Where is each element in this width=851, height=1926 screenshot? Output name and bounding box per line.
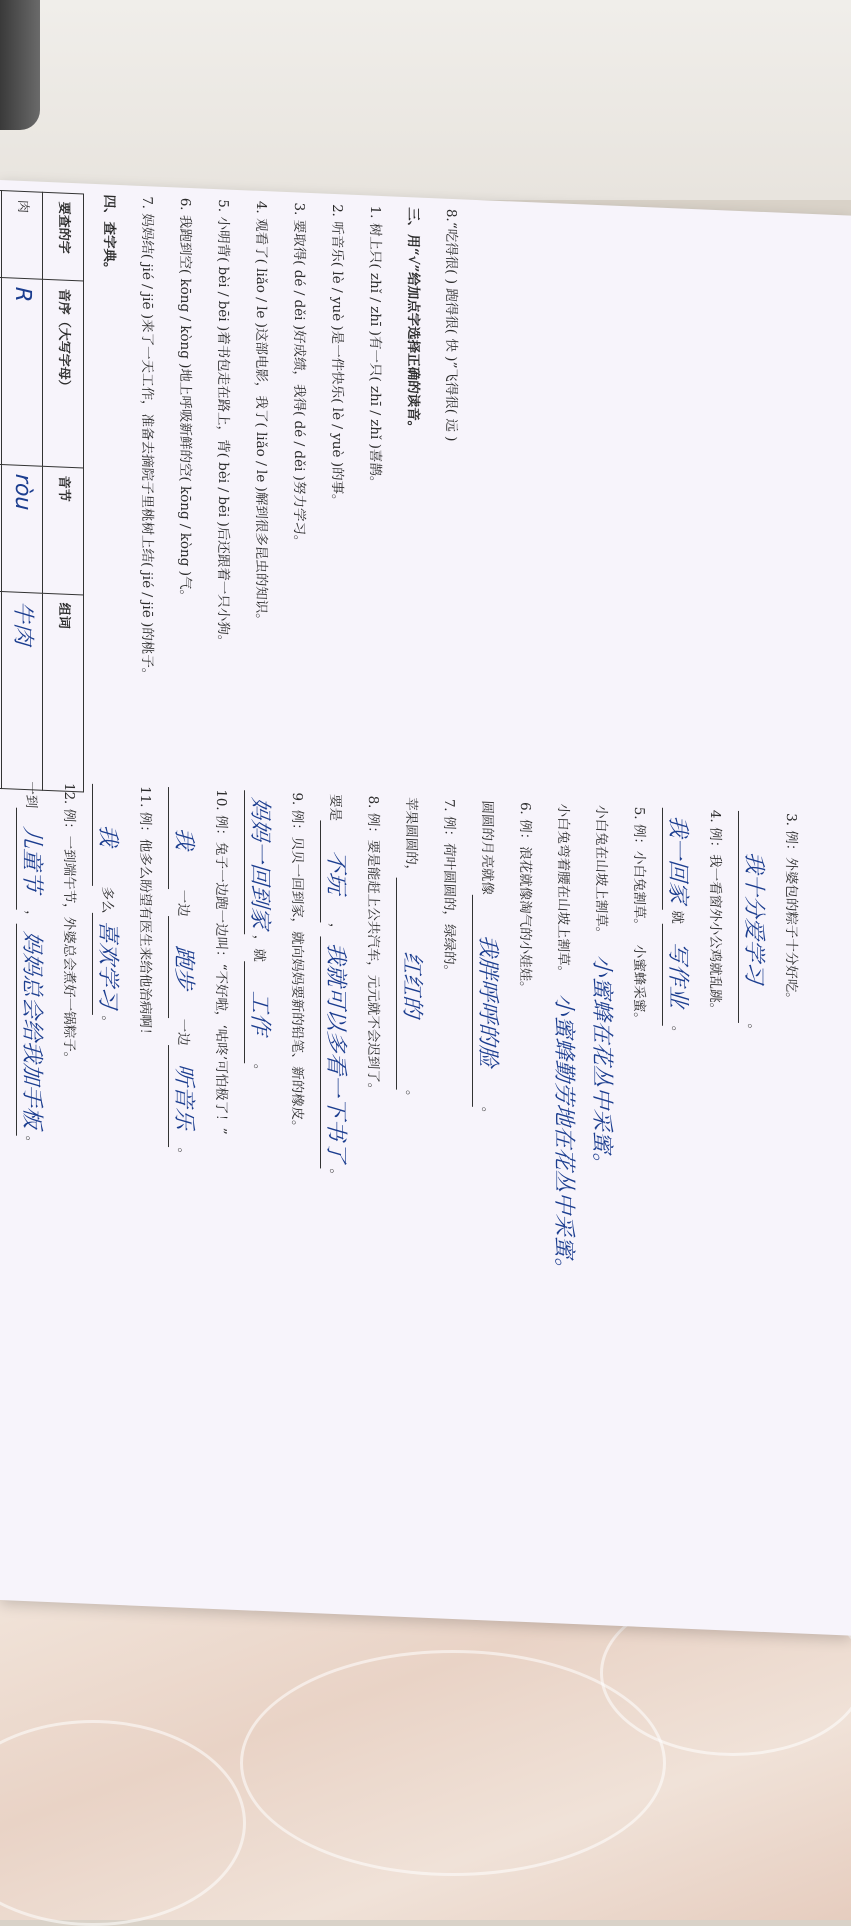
handwritten-answer: 写作业 [662,923,693,1026]
handwritten-answer: 儿童节 [16,808,47,911]
handwritten-answer: 妈妈一回到家 [244,790,275,935]
item-4-answer: 我一回家 就 写作业 。 [658,808,696,1610]
handwritten-answer: 我一回家 [662,808,693,911]
item-10-answer: 我 一边 跑步 一边 听音乐 。 [164,787,202,1589]
pinyin-item: 6. 我跑到空( kōng / kòng )地上呼吸新鲜的空( kōng / kòng )气。 [177,197,194,604]
item-5: 5. 例：小白兔割草。 小蜜蜂采蜜。 [631,806,648,1027]
item-6-answer: 圆圆的月亮就像 我胖呼呼的脸 。 [468,800,506,1602]
answer-connector: 一边 [175,1018,192,1047]
handwritten-answer: 听音乐 [168,1045,199,1148]
item-3-answer: 我十分爱学习 。 [734,811,772,1613]
table-cell: 牛肉 [2,592,43,791]
table-cell [0,189,2,278]
table-header-row [43,192,84,792]
pinyin-item: 7. 妈妈结( jié / jiē )来了一天工作，准备去摘院子里桃树上结( jié / jiē )的桃子。 [139,195,156,682]
table-header: 要查的字 [43,192,84,281]
item-6: 6. 例：浪花就像淘气的小娃娃。 [517,801,534,996]
handwritten-answer: 跑步 [168,916,199,1019]
item-7: 7. 例：荷叶圆圆的，绿绿的。 [441,798,458,979]
item-4: 4. 例：我一看窗外小公鸡就乱跳。 [707,809,724,1017]
table-cell: R [2,278,43,467]
item-8-answer: 要是 不玩 ， 我就可以多看一下书了 。 [316,793,354,1595]
dark-object-corner [0,0,40,130]
handwritten-answer: 小蜜蜂在花丛中采蜜。 [588,954,614,1176]
handwritten-answer: 我 [92,784,123,887]
item-5-line-1: 小白兔在山坡上割草。 小蜜蜂在花丛中采蜜。 [582,804,620,1606]
handwritten-answer: 妈妈总会给我加手板 [16,923,47,1136]
item-11: 11. 例：他多么盼望有医生来给他治病啊！ [137,785,154,1042]
answer-connector: 就 [669,910,686,925]
item-9: 9. 例：贝贝一回到家，就向妈妈要新的铅笔、新的橡皮。 [289,792,306,1134]
handwritten-answer: 工作 [244,961,275,1064]
table-header: 组词 [43,593,84,792]
handwritten-answer: 红红的 [396,878,427,1091]
answer-connector: 多么 [99,886,116,914]
item-7-answer: 苹果圆圆的， 红红的 。 [392,796,430,1598]
pinyin-item: 2. 听音乐( lè / yuè )是一件快乐( lè / yuè )的事。 [329,203,346,508]
pinyin-item: 1. 树上只( zhǐ / zhī )有一只( zhī / zhǐ )喜鹊。 [367,205,384,490]
worksheet-right-column [12,781,810,1614]
item-10: 10. 例：兔子一边跑一边叫：“不好啦，‘咕咚’可怕极了！” [213,788,230,1135]
handwritten-answer: 喜欢学习 [92,913,123,1016]
handwritten-answer: 我胖呼呼的脸 [472,894,503,1107]
item-12-answer: 一到 儿童节 ， 妈妈总会给我加手板 。 [12,781,50,1583]
answer-connector: 就 [251,948,268,963]
handwritten-answer: 不玩 [320,820,351,923]
table-header: 音序（大写字母） [43,279,84,468]
table-cell [0,276,2,465]
handwritten-answer: 我就可以多看一下书了 [320,936,351,1169]
handwritten-answer: 我 [168,787,199,890]
table-row [0,189,2,789]
dictionary-lookup-table [0,185,84,793]
pinyin-item: 4. 观看了( liǎo / le )这部电影，我了( liǎo / le )解到很多昆虫的知识。 [253,200,270,628]
table-cell [0,590,2,789]
table-row [2,191,43,791]
table-cell [0,463,2,592]
section-3-title: 三、用“√”给加点字选择正确的读音。 [405,206,422,435]
pinyin-item: 3. 要取得( dé / děi )好成绩，我得( dé / děi )努力学习。 [291,202,308,549]
item-5-line-2: 小白兔弯着腰在山坡上割草。 小蜜蜂勤劳地在花丛中采蜜。 [544,803,582,1605]
pinyin-item: 5. 小明背( bèi / bēi )着书包走在路上，背( bèi / bēi )后还跟着一只小狗。 [215,199,232,649]
answer-connector: 一边 [175,889,192,918]
item-3: 3. 例：外婆包的粽子十分好吃。 [783,812,800,1007]
handwritten-answer: 我十分爱学习 [738,811,769,1024]
section-4-title: 四、查字典。 [101,194,118,276]
desk-surface-top [0,0,851,200]
item-11-answer: 我 多么 喜欢学习 。 [88,784,126,1586]
item-12: 12. 例：一到端午节，外婆总会煮好一锅粽子。 [61,782,78,1066]
item-8: 8. 例：要是能赶上公共汽车，元元就不会迟到了。 [365,795,382,1097]
item-9-answer: 妈妈一回到家 ， 就 工作 。 [240,790,278,1592]
handwritten-answer: 小蜜蜂勤劳地在花丛中采蜜。 [550,993,576,1281]
table-cell: ròu [2,465,43,594]
q8-line: 8.“吃得很( ) 跑得很( 快 )”飞得很( 远 ) [443,208,460,442]
worksheet-paper [0,180,851,1636]
table-header: 音节 [43,466,84,595]
table-cell: 肉 [2,191,43,280]
